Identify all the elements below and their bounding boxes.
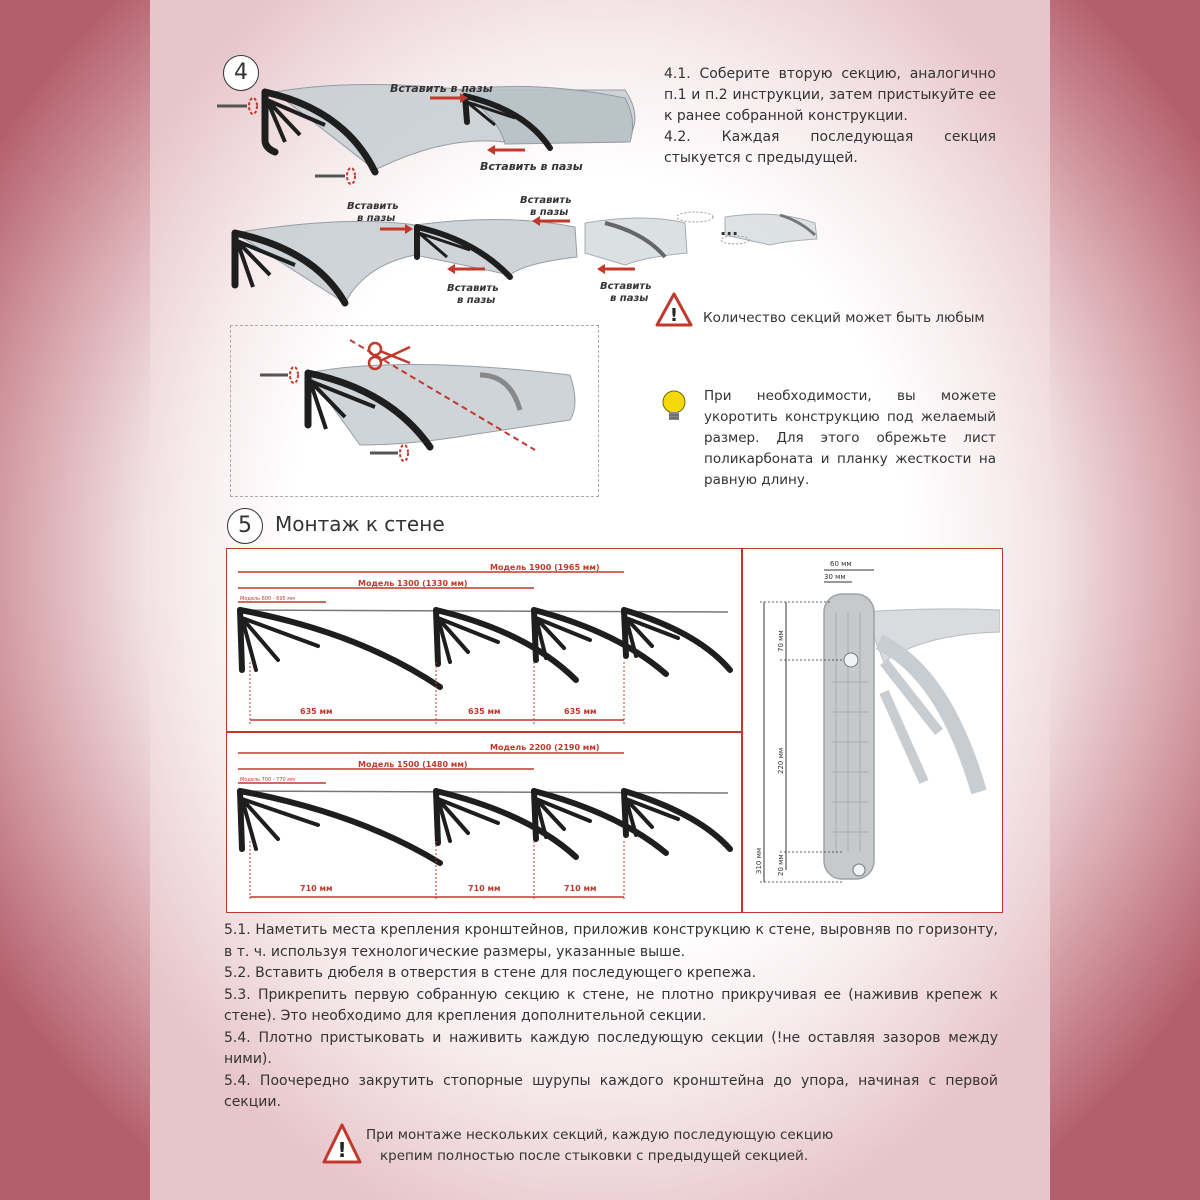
screw-icon [315,168,355,184]
insert-label-bottom: Вставить в пазы [480,160,583,173]
bracket-4 [624,610,730,670]
insert-label-3b: в пазы [530,207,569,218]
bracket-4 [624,791,730,849]
insert-label-1b: в пазы [357,213,396,224]
model-a-label: Модель 1900 (1965 мм) [490,563,600,572]
mounting-instructions [224,920,998,1114]
warning-icon [322,1122,362,1166]
model-c-label: Модель 600 - 695 мм [240,596,295,602]
lightbulb-icon [660,388,688,428]
dashed-outline-icon [677,212,713,222]
bracket-2 [436,610,576,680]
step-4-text [664,64,996,169]
insert-label-4b: в пазы [610,293,649,304]
model-c-label: Модель 700 - 770 мм [240,777,295,783]
final-note-line-1: При монтаже нескольких секций, каждую последующую секцию [366,1127,834,1143]
sections-count-note: Количество секций может быть любым [703,310,985,326]
instruction-5-3: 5.3. Прикрепить первую собранную секцию к стене, не плотно прикручивая ее (наживив крепеж к стене). Это необходимо для крепления дополнительной секции. [224,986,998,1024]
two-section-assembly-figure [205,80,645,190]
dimension-diagram-top [228,552,740,730]
polycarbonate-panel-4 [725,214,817,245]
span-2-label: 635 мм [468,707,501,716]
warning-icon [655,292,693,328]
insert-arrow-icon [487,145,525,155]
dim-30-label: 30 мм [824,573,846,581]
bracket-1 [240,791,440,863]
insert-label-4a: Вставить [600,281,652,292]
bracket-2 [436,791,576,857]
shorten-tip-note: При необходимости, вы можете укоротить конструкцию под желаемый размер. Для этого обрежьте лист поликарбоната и планку жесткости на равную длину. [704,388,996,488]
stiffener-rail [238,610,728,612]
insert-label-3a: Вставить [520,195,572,206]
model-b-label: Модель 1500 (1480 мм) [358,760,468,769]
insert-label-top: Вставить в пазы [390,82,493,95]
insert-arrow-icon [597,264,635,274]
screw-icon [217,98,257,114]
screw-icon [260,367,298,383]
mount-hole-top [844,653,858,667]
stiffener-rail [238,791,728,793]
instruction-5-4a: 5.4. Плотно пристыковать и наживить каждую последующую секции (!не оставляя зазоров между ними). [224,1029,998,1067]
model-a-label: Модель 2200 (2190 мм) [490,743,600,752]
diagram-divider-horizontal [226,731,742,733]
insert-label-2a: Вставить [447,283,499,294]
dim-20-label: 20 мм [777,854,785,876]
span-1-label: 635 мм [300,707,333,716]
step-5-number: 5 [227,508,263,544]
dim-220-label: 220 мм [777,747,785,774]
canopy-arc [864,609,1000,662]
polycarbonate-panel [308,364,575,445]
step-4-number: 4 [223,55,259,91]
cut-figure [240,335,590,485]
dim-70-label: 70 мм [777,630,785,652]
svg-text:!: ! [337,1138,347,1162]
model-b-label: Модель 1300 (1330 мм) [358,579,468,588]
ellipsis-text: ... [720,220,739,239]
multi-section-assembly-figure [225,195,825,320]
bracket-1 [240,610,440,687]
instruction-5-2: 5.2. Вставить дюбеля в отверстия в стене для последующего крепежа. [224,965,757,981]
instruction-5-1: 5.1. Наметить места крепления кронштейнов, приложив конструкцию к стене, выровняв по горизонту, в т. ч. используя технологические размеры, указанные выше. [224,922,998,960]
dim-60-label: 60 мм [830,560,852,568]
insert-label-1a: Вставить [347,201,399,212]
dimension-diagram-bottom [228,735,740,909]
instruction-5-4b: 5.4. Поочередно закрутить стопорные шурупы каждого кронштейна до упора, начиная с первой секции. [224,1072,998,1110]
span-2-label: 710 мм [468,884,501,893]
para-4-1: 4.1. Соберите вторую секцию, аналогично п.1 и п.2 инструкции, затем пристыкуйте ее к ранее собранной конструкции. [664,66,996,124]
dim-310-label: 310 мм [755,847,763,874]
wall-plate [824,594,874,879]
span-3-label: 710 мм [564,884,597,893]
bracket-detail-diagram [744,552,1000,908]
svg-text:!: ! [669,305,679,326]
polycarbonate-panel-1 [235,221,415,303]
span-3-label: 635 мм [564,707,597,716]
insert-label-2b: в пазы [457,295,496,306]
para-4-2: 4.2. Каждая последующая секция стыкуется с предыдущей. [664,129,996,166]
polycarbonate-panel-3 [585,218,687,265]
span-1-label: 710 мм [300,884,333,893]
screw-icon [370,445,408,461]
final-note-line-2: крепим полностью после стыковки с предыдущей секцией. [380,1148,809,1164]
step-5-title: Монтаж к стене [275,512,445,536]
mount-hole-bottom [853,864,865,876]
